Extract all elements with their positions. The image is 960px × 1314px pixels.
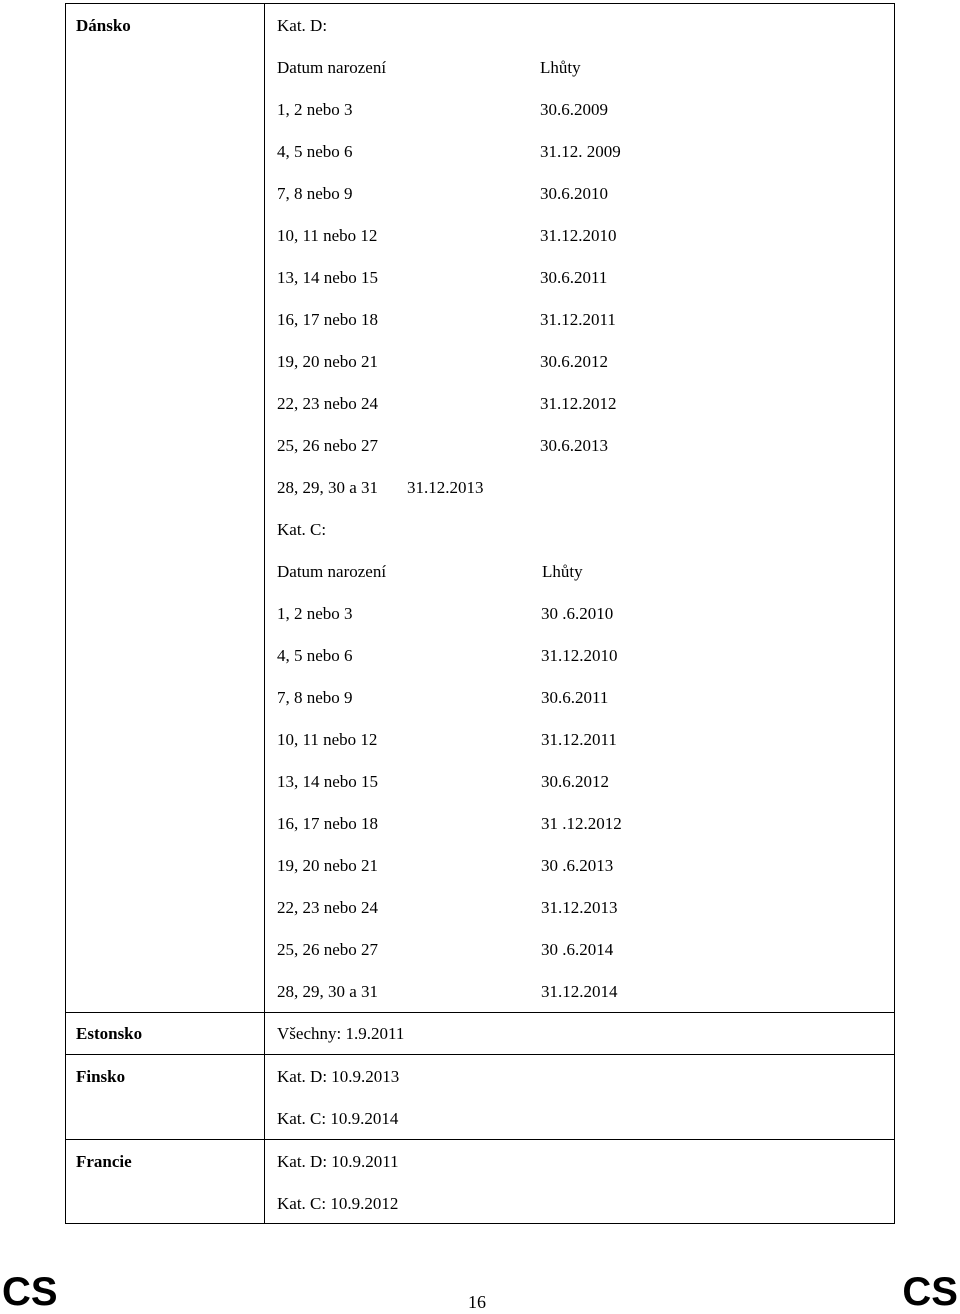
cat-c-label: Kat. C: [277, 520, 327, 539]
estonia-deadline: Všechny: 1.9.2011 [277, 1024, 405, 1043]
country-estonia: Estonsko [76, 1024, 143, 1043]
cat-c-row-deadline: 30 .6.2013 [541, 856, 614, 875]
cat-d-row-birth: 22, 23 nebo 24 [277, 394, 379, 413]
country-finland: Finsko [76, 1067, 126, 1086]
cat-d-row-birth: 13, 14 nebo 15 [277, 268, 379, 287]
cat-c-row-deadline: 31.12.2013 [541, 898, 618, 917]
cat-c-row-deadline: 31.12.2011 [541, 730, 617, 749]
country-denmark: Dánsko [76, 16, 131, 35]
deadlines-table [65, 3, 895, 1224]
cat-c-row-birth: 4, 5 nebo 6 [277, 646, 353, 665]
cat-d-row-birth: 28, 29, 30 a 31 [277, 478, 379, 497]
cat-c-row-deadline: 30 .6.2014 [541, 940, 614, 959]
footer-language-mark-left: CS [2, 1270, 58, 1314]
cat-c-row-deadline: 31 .12.2012 [541, 814, 622, 833]
cat-c-row-deadline: 30 .6.2010 [541, 604, 614, 623]
cat-d-header-deadline: Lhůty [540, 58, 581, 77]
cat-c-row-birth: 28, 29, 30 a 31 [277, 982, 379, 1001]
cat-d-label: Kat. D: [277, 16, 328, 35]
cat-d-row-birth: 10, 11 nebo 12 [277, 226, 378, 245]
cat-d-row-birth: 1, 2 nebo 3 [277, 100, 353, 119]
cat-c-header-birth: Datum narození [277, 562, 387, 581]
cat-c-row-birth: 10, 11 nebo 12 [277, 730, 378, 749]
row-divider [65, 1054, 895, 1055]
cat-c-row-birth: 7, 8 nebo 9 [277, 688, 353, 707]
cat-c-row-deadline: 30.6.2012 [541, 772, 609, 791]
cat-c-row-birth: 1, 2 nebo 3 [277, 604, 353, 623]
footer-language-mark-right: CS [902, 1270, 958, 1314]
cat-c-row-deadline: 30.6.2011 [541, 688, 609, 707]
cat-d-row-deadline: 31.12.2010 [540, 226, 617, 245]
cat-c-row-birth: 19, 20 nebo 21 [277, 856, 379, 875]
cat-d-row-deadline: 30.6.2013 [540, 436, 608, 455]
cat-c-row-birth: 25, 26 nebo 27 [277, 940, 379, 959]
cat-d-row-deadline: 30.6.2010 [540, 184, 608, 203]
cat-d-row-deadline: 30.6.2009 [540, 100, 608, 119]
cat-c-row-deadline: 31.12.2014 [541, 982, 618, 1001]
cat-d-row-birth: 19, 20 nebo 21 [277, 352, 379, 371]
cat-d-row-birth: 7, 8 nebo 9 [277, 184, 353, 203]
page-number: 16 [468, 1292, 486, 1312]
cat-d-row-deadline: 31.12.2011 [540, 310, 616, 329]
cat-d-row-birth: 4, 5 nebo 6 [277, 142, 353, 161]
cat-d-header-birth: Datum narození [277, 58, 387, 77]
cat-d-row-deadline: 31.12. 2009 [540, 142, 621, 161]
cat-c-row-birth: 13, 14 nebo 15 [277, 772, 379, 791]
finland-deadline-cat-d: Kat. D: 10.9.2013 [277, 1067, 400, 1086]
france-deadline-cat-c: Kat. C: 10.9.2012 [277, 1194, 399, 1213]
cat-c-row-deadline: 31.12.2010 [541, 646, 618, 665]
cat-d-row-deadline: 31.12.2012 [540, 394, 617, 413]
cat-d-row-deadline: 31.12.2013 [407, 478, 484, 497]
finland-deadline-cat-c: Kat. C: 10.9.2014 [277, 1109, 399, 1128]
cat-d-row-birth: 25, 26 nebo 27 [277, 436, 379, 455]
cat-c-header-deadline: Lhůty [542, 562, 583, 581]
cat-d-row-deadline: 30.6.2012 [540, 352, 608, 371]
row-divider [65, 1012, 895, 1013]
column-divider [264, 3, 265, 1224]
cat-d-row-birth: 16, 17 nebo 18 [277, 310, 379, 329]
cat-d-row-deadline: 30.6.2011 [540, 268, 608, 287]
cat-c-row-birth: 16, 17 nebo 18 [277, 814, 379, 833]
france-deadline-cat-d: Kat. D: 10.9.2011 [277, 1152, 399, 1171]
row-divider [65, 1139, 895, 1140]
cat-c-row-birth: 22, 23 nebo 24 [277, 898, 379, 917]
country-france: Francie [76, 1152, 132, 1171]
